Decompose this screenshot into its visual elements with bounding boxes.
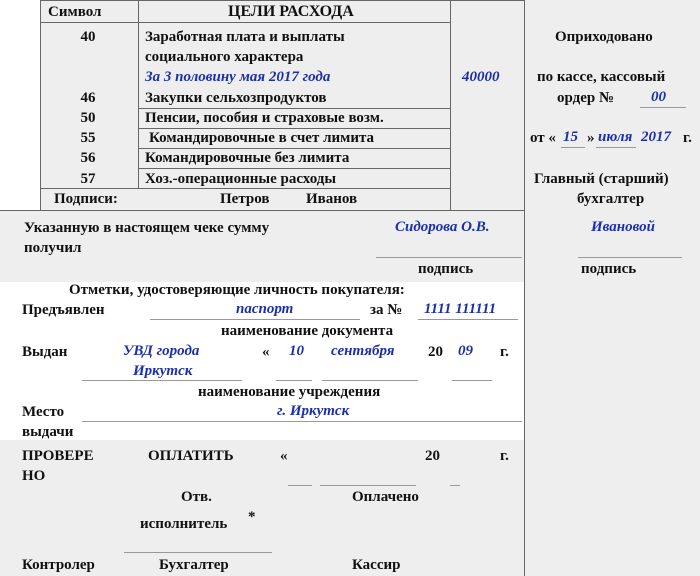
date-day: 15: [563, 129, 578, 145]
place-value: г. Иркутск: [277, 403, 350, 419]
place-underline: [82, 421, 522, 422]
date-close-quote: »: [587, 130, 595, 146]
order-number-value: 00: [651, 89, 666, 105]
issue-day: 10: [289, 343, 304, 359]
chief-signature-caption: подпись: [581, 261, 637, 277]
checked-label-1: ПРОВЕРЕ: [22, 448, 94, 464]
header-symbol: Символ: [48, 4, 102, 20]
table-right-rule: [524, 0, 525, 210]
date-year: 2017: [641, 129, 671, 145]
issued-label: Выдан: [22, 344, 68, 360]
chief-accountant-line2: бухгалтер: [577, 191, 645, 207]
issuer-underline: [82, 380, 242, 381]
paid-label: Оплачено: [352, 489, 419, 505]
signature-ivanov: Иванов: [306, 191, 358, 207]
table-signature-rule: [40, 188, 450, 189]
order-number-underline: [640, 107, 686, 108]
cashier-label: Кассир: [352, 557, 401, 573]
table-bottom-rule: [0, 210, 524, 211]
row-note-40: За 3 половину мая 2017 года: [145, 69, 331, 85]
pay-year-underline: [450, 485, 460, 486]
issue-month: сентября: [331, 343, 395, 359]
table-header-rule: [40, 22, 450, 23]
row-code-46: 46: [80, 90, 96, 106]
date-month-underline: [596, 147, 636, 148]
row-code-40: 40: [80, 29, 96, 45]
responsible-signature-line: [124, 552, 272, 553]
row-code-57: 57: [80, 171, 96, 187]
presented-document-underline: [150, 319, 360, 320]
row-text-46: Закупки сельхозпродуктов: [145, 90, 327, 106]
document-caption: наименование документа: [221, 323, 394, 339]
issue-month-underline: [322, 380, 418, 381]
receiver-signature-caption: подпись: [418, 261, 474, 277]
issue-open-quote: «: [262, 344, 270, 360]
place-label-2: выдачи: [22, 424, 74, 440]
issuer-line1: УВД города: [123, 343, 200, 359]
document-number: 1111 111111: [424, 301, 497, 317]
pay-label: ОПЛАТИТЬ: [148, 448, 234, 464]
date-day-underline: [561, 147, 585, 148]
row-amount-40: 40000: [462, 69, 500, 85]
responsible-label-1: Отв.: [181, 489, 212, 505]
pay-open-quote: «: [280, 448, 288, 464]
right-panel-shade: [524, 0, 700, 576]
row-text-55: Командировочные в счет лимита: [149, 130, 375, 146]
header-purpose: ЦЕЛИ РАСХОДА: [228, 3, 354, 20]
receiver-name: Сидорова О.В.: [395, 219, 490, 235]
responsible-label-2: исполнитель: [140, 516, 228, 532]
issue-year: 09: [458, 343, 473, 359]
checked-label-2: НО: [22, 468, 46, 484]
document-number-underline: [418, 319, 518, 320]
presented-document: паспорт: [236, 301, 294, 317]
table-top-rule: [40, 0, 524, 1]
table-left-rule: [40, 0, 41, 210]
order-number-label: ордер №: [557, 90, 615, 106]
row-text-56: Командировочные без лимита: [145, 150, 350, 166]
chief-accountant-name: Ивановой: [591, 219, 655, 235]
signature-petrov: Петров: [220, 191, 270, 207]
row-rule-56: [138, 168, 450, 169]
place-label-1: Место: [22, 404, 65, 420]
pay-day-underline: [288, 485, 312, 486]
issuer-line2: Иркутск: [133, 363, 193, 379]
pay-month-underline: [320, 485, 416, 486]
pay-year-suffix: г.: [500, 448, 509, 464]
receipt-line1: Указанную в настоящем чеке сумму: [24, 220, 270, 236]
chief-signature-line: [578, 257, 682, 258]
responsible-asterisk: *: [248, 509, 256, 525]
table-code-rule: [138, 0, 139, 188]
receipt-line2: получил: [24, 240, 82, 256]
received-label: Оприходовано: [555, 29, 653, 45]
row-text-57: Хоз.-операционные расходы: [145, 171, 337, 187]
row-text-40-a: Заработная плата и выплаты: [145, 29, 345, 45]
issue-year-underline: [452, 380, 492, 381]
date-year-suffix: г.: [683, 130, 692, 146]
accountant-label: Бухгалтер: [159, 557, 229, 573]
issuer-caption: наименование учреждения: [198, 384, 381, 400]
issue-day-underline: [276, 380, 312, 381]
date-month: июля: [598, 129, 633, 145]
pay-century: 20: [425, 448, 440, 464]
number-label: за №: [370, 302, 403, 318]
signatures-label: Подписи:: [54, 191, 118, 207]
controller-label: Контролер: [22, 557, 95, 573]
table-amount-rule: [450, 0, 451, 210]
identity-title: Отметки, удостоверяющие личность покупателя:: [69, 282, 405, 298]
chief-accountant-line1: Главный (старший): [534, 171, 669, 187]
row-code-50: 50: [80, 110, 96, 126]
issue-century: 20: [428, 344, 443, 360]
row-text-40-b: социального характера: [145, 49, 304, 65]
issue-year-suffix: г.: [500, 344, 509, 360]
receiver-signature-line: [376, 257, 522, 258]
date-from-label: от «: [530, 130, 556, 146]
row-code-56: 56: [80, 150, 96, 166]
cash-order-label: по кассе, кассовый: [537, 69, 666, 85]
right-column-divider: [524, 210, 525, 576]
row-text-50: Пенсии, пособия и страховые возм.: [145, 110, 384, 126]
presented-label: Предъявлен: [22, 302, 105, 318]
row-code-55: 55: [80, 130, 96, 146]
